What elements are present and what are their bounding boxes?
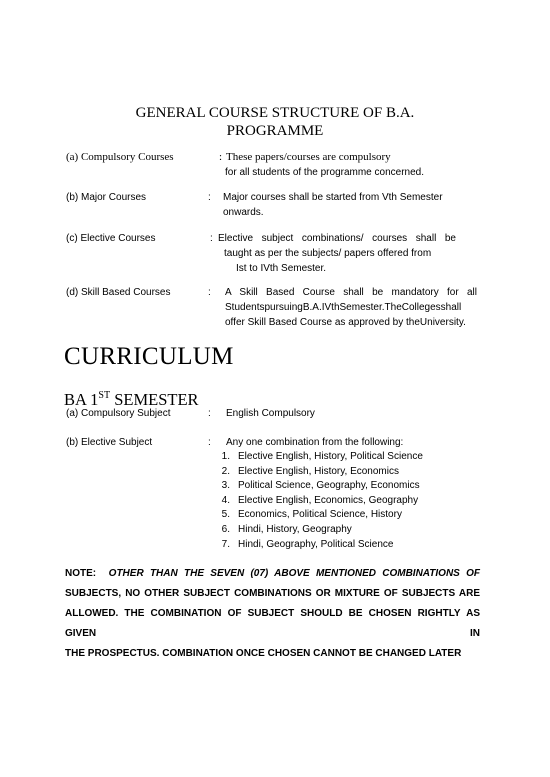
combination-list <box>216 450 423 552</box>
list-item-text: Elective English, Economics, Geography <box>238 494 419 506</box>
compulsory-subject-value: English Compulsory <box>226 408 315 419</box>
semester-prefix: BA 1 <box>64 390 99 409</box>
structure-major-desc <box>223 190 443 220</box>
note-line1 <box>65 564 480 584</box>
list-item-text: Elective English, History, Economics <box>238 465 399 477</box>
structure-compulsory-desc <box>226 150 424 180</box>
structure-compulsory-colon: : <box>219 151 223 163</box>
structure-skill-line3: offer Skill Based Course as approved by theUniversity. <box>225 317 466 328</box>
structure-elective-desc <box>218 231 456 276</box>
list-item-text: Elective English, History, Political Science <box>238 451 423 462</box>
structure-skill-colon: : <box>208 287 211 298</box>
note-line3: ALLOWED. THE COMBINATION OF SUBJECT SHOULD BE CHOSEN RIGHTLY AS GIVEN IN <box>65 608 480 639</box>
list-item-number: 7. <box>221 538 230 550</box>
list-item-number: 3. <box>221 480 230 492</box>
list-item-text: Hindi, Geography, Political Science <box>238 538 394 550</box>
page-title-line2: PROGRAMME <box>226 123 324 139</box>
page-title-line1: GENERAL COURSE STRUCTURE OF B.A. <box>135 105 415 121</box>
list-item-number: 1. <box>221 451 230 462</box>
list-item <box>216 523 423 538</box>
list-item <box>216 508 423 523</box>
note-line1-text: OTHER THAN THE SEVEN (07) ABOVE MENTIONED COMBINATIONS OF <box>108 568 480 579</box>
list-item <box>216 465 423 480</box>
structure-compulsory-line2: for all students of the programme concerned. <box>225 167 424 178</box>
structure-compulsory-label: (a) Compulsory Courses <box>66 151 174 163</box>
note-label: NOTE: <box>65 568 97 579</box>
structure-skill-line1: A Skill Based Course shall be mandatory for all <box>225 287 477 298</box>
list-item <box>216 494 423 509</box>
structure-elective-line3: Ist to IVth Semester. <box>236 263 327 274</box>
structure-elective-line2: taught as per the subjects/ papers offered from <box>224 248 432 259</box>
list-item <box>216 479 423 494</box>
list-item <box>216 450 423 465</box>
structure-skill-desc <box>225 285 477 330</box>
list-item-number: 4. <box>221 494 230 506</box>
elective-subject-colon: : <box>208 437 211 448</box>
list-item <box>216 538 423 553</box>
curriculum-heading: CURRICULUM <box>64 343 234 370</box>
structure-major-colon: : <box>208 192 211 203</box>
list-item-number: 2. <box>221 465 230 477</box>
note-line2: SUBJECTS, NO OTHER SUBJECT COMBINATIONS OR MIXTURE OF SUBJECTS ARE <box>65 588 480 599</box>
list-item-text: Economics, Political Science, History <box>238 509 402 521</box>
structure-elective-colon: : <box>210 233 213 244</box>
structure-skill-line2: StudentspursuingB.A.IVthSemester.TheCollegesshall <box>225 302 462 313</box>
structure-elective-line1: Elective subject combinations/ courses shall be <box>218 233 456 244</box>
semester-suffix: SEMESTER <box>110 390 199 409</box>
structure-major-line2: onwards. <box>223 207 264 218</box>
note-line4: THE PROSPECTUS. COMBINATION ONCE CHOSEN CANNOT BE CHANGED LATER <box>65 648 462 659</box>
elective-subject-intro: Any one combination from the following: <box>226 437 404 448</box>
semester-superscript: ST <box>98 390 111 401</box>
structure-compulsory-line1: These papers/courses are compulsory <box>226 151 391 163</box>
structure-skill-label: (d) Skill Based Courses <box>66 287 171 298</box>
structure-major-line1: Major courses shall be started from Vth Semester <box>223 192 443 203</box>
note-block <box>65 564 480 664</box>
compulsory-subject-label: (a) Compulsory Subject <box>66 408 171 419</box>
list-item-number: 6. <box>221 523 230 535</box>
list-item-number: 5. <box>221 509 230 521</box>
compulsory-subject-colon: : <box>208 408 211 419</box>
structure-elective-label: (c) Elective Courses <box>66 233 156 244</box>
elective-subject-label: (b) Elective Subject <box>66 437 153 448</box>
list-item-text: Political Science, Geography, Economics <box>238 480 420 492</box>
list-item-text: Hindi, History, Geography <box>238 523 352 535</box>
structure-major-label: (b) Major Courses <box>66 192 147 203</box>
